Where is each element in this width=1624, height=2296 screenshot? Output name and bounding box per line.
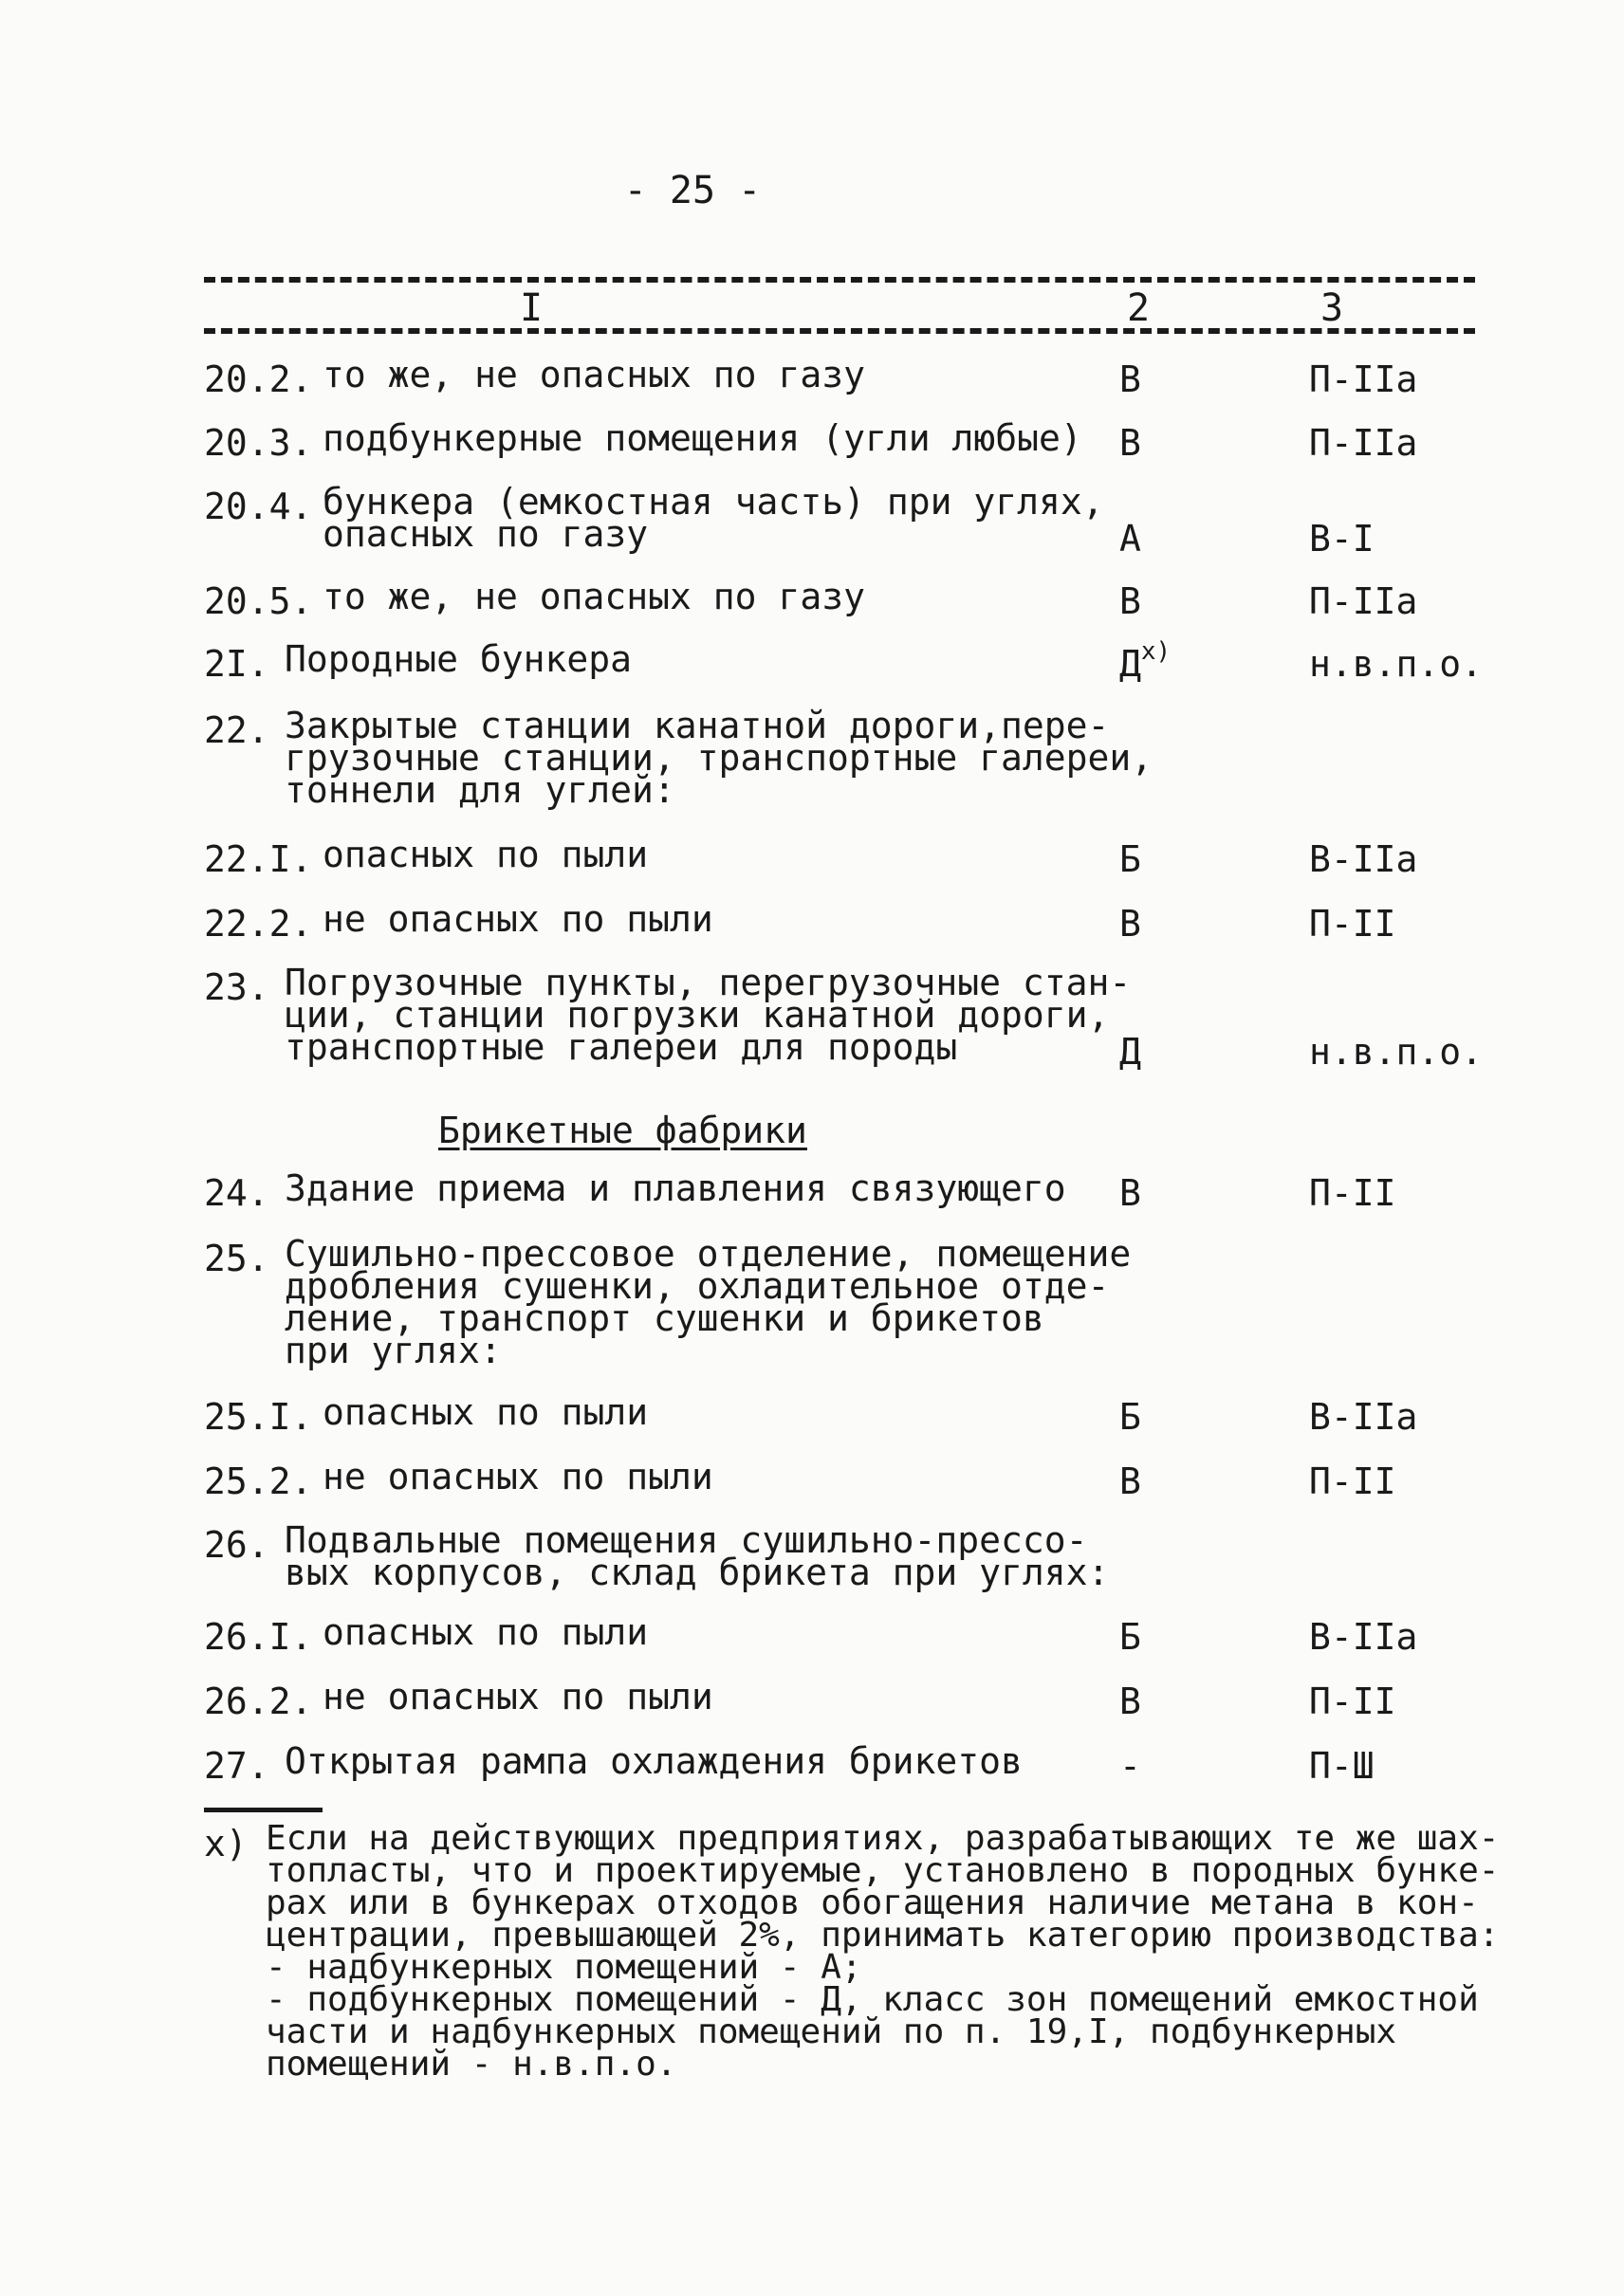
row-description-line: Подвальные помещения сушильно-прессо- bbox=[285, 1519, 1088, 1561]
row-description bbox=[323, 481, 1104, 555]
row-zone-class: В-I bbox=[1309, 518, 1375, 560]
row-number: 27. bbox=[204, 1745, 269, 1787]
row-category: - bbox=[1119, 1745, 1141, 1787]
row-description bbox=[285, 1233, 1132, 1371]
row-description-line: дробления сушенки, охладительное отде- bbox=[285, 1265, 1110, 1307]
row-description-line: при углях: bbox=[285, 1330, 502, 1371]
row-number: 2I. bbox=[204, 643, 269, 685]
row-category: $Д^{x)}$ bbox=[1119, 637, 1172, 685]
row-number: 25.I. bbox=[204, 1396, 313, 1438]
row-number: 20.5. bbox=[204, 580, 313, 622]
row-number: 22.2. bbox=[204, 903, 313, 945]
footnote-mark: х) bbox=[204, 1823, 248, 1864]
row-category: В bbox=[1119, 422, 1141, 464]
section-title: Брикетные фабрики bbox=[438, 1110, 807, 1151]
footnote-line: рах или в бункерах отходов обогащения наличие метана в кон- bbox=[266, 1883, 1479, 1922]
row-description-line: Закрытые станции канатной дороги,пере- bbox=[285, 705, 1110, 746]
row-description bbox=[285, 962, 1132, 1068]
row-number: 23. bbox=[204, 966, 269, 1008]
row-description-line: подбункерные помещения (угли любые) bbox=[323, 417, 1082, 459]
footnote-line: - надбункерных помещений - А; bbox=[266, 1948, 862, 1987]
row-description bbox=[323, 576, 865, 617]
row-number: 25.2. bbox=[204, 1460, 313, 1502]
page-number: - 25 - bbox=[623, 169, 762, 212]
column-header-3: 3 bbox=[1320, 286, 1344, 330]
row-description bbox=[285, 1167, 1066, 1209]
row-description bbox=[323, 898, 713, 940]
row-description-line: Сушильно-прессовое отделение, помещение bbox=[285, 1233, 1132, 1275]
row-category: Д bbox=[1119, 1031, 1141, 1073]
row-number: 26. bbox=[204, 1524, 269, 1566]
column-header-2: 2 bbox=[1127, 286, 1151, 330]
row-zone-class: П-IIа bbox=[1309, 580, 1418, 622]
row-description-line: не опасных по пыли bbox=[323, 1456, 713, 1497]
row-category: В bbox=[1119, 358, 1141, 400]
table-header-rule-bottom bbox=[204, 328, 1475, 334]
row-zone-class: В-IIа bbox=[1309, 1396, 1418, 1438]
column-header-1: I bbox=[520, 286, 544, 330]
row-zone-class: н.в.п.о. bbox=[1309, 1031, 1484, 1073]
row-description-line: тоннели для углей: bbox=[285, 769, 675, 811]
row-description-line: не опасных по пыли bbox=[323, 1676, 713, 1717]
row-description-line: опасных по газу bbox=[323, 513, 649, 555]
footnote-line: - подбункерных помещений - Д, класс зон помещений емкостной bbox=[266, 1980, 1479, 2019]
row-description-line: Породные бункера bbox=[285, 638, 633, 680]
row-description bbox=[323, 1611, 649, 1653]
row-description-line: то же, не опасных по газу bbox=[323, 354, 865, 395]
row-description bbox=[285, 705, 1153, 811]
row-description-line: грузочные станции, транспортные галереи, bbox=[285, 737, 1153, 779]
row-number: 20.2. bbox=[204, 358, 313, 400]
row-number: 22. bbox=[204, 709, 269, 751]
row-description-line: бункера (емкостная часть) при углях, bbox=[323, 481, 1104, 523]
row-number: 24. bbox=[204, 1172, 269, 1214]
row-number: 20.4. bbox=[204, 486, 313, 527]
footnote-line: центрации, превышающей 2%, принимать категорию производства: bbox=[266, 1916, 1500, 1955]
table-header-rule-top bbox=[204, 277, 1475, 283]
row-description-line: ление, транспорт сушенки и брикетов bbox=[285, 1297, 1044, 1339]
footnote-line: помещений - н.в.п.о. bbox=[266, 2045, 677, 2084]
row-number: 25. bbox=[204, 1238, 269, 1279]
row-description-line: то же, не опасных по газу bbox=[323, 576, 865, 617]
row-zone-class: П-IIа bbox=[1309, 422, 1418, 464]
row-category: Б bbox=[1119, 1396, 1141, 1438]
row-zone-class: П-II bbox=[1309, 1460, 1396, 1502]
row-number: 22.I. bbox=[204, 838, 313, 880]
row-number: 26.I. bbox=[204, 1616, 313, 1658]
row-category: Б bbox=[1119, 838, 1141, 880]
row-category: А bbox=[1119, 518, 1141, 560]
row-zone-class: В-IIа bbox=[1309, 1616, 1418, 1658]
row-description bbox=[323, 417, 1082, 459]
row-category: В bbox=[1119, 903, 1141, 945]
row-description bbox=[285, 1519, 1110, 1593]
row-description-line: не опасных по пыли bbox=[323, 898, 713, 940]
row-category: Б bbox=[1119, 1616, 1141, 1658]
row-description-line: ции, станции погрузки канатной дороги, bbox=[285, 994, 1110, 1036]
row-category: В bbox=[1119, 580, 1141, 622]
row-zone-class: В-IIа bbox=[1309, 838, 1418, 880]
row-category: В bbox=[1119, 1172, 1141, 1214]
footnote-reference: x) bbox=[1140, 637, 1172, 666]
row-description-line: опасных по пыли bbox=[323, 1611, 649, 1653]
row-description-line: Здание приема и плавления связующего bbox=[285, 1167, 1066, 1209]
row-description-line: Открытая рампа охлаждения брикетов bbox=[285, 1740, 1023, 1782]
row-description bbox=[285, 1740, 1023, 1782]
row-zone-class: П-IIа bbox=[1309, 358, 1418, 400]
row-zone-class: П-II bbox=[1309, 1172, 1396, 1214]
row-number: 26.2. bbox=[204, 1681, 313, 1722]
row-category: В bbox=[1119, 1681, 1141, 1722]
row-description bbox=[285, 638, 633, 680]
row-description-line: Погрузочные пункты, перегрузочные стан- bbox=[285, 962, 1132, 1003]
row-description-line: опасных по пыли bbox=[323, 1391, 649, 1433]
row-description bbox=[323, 1456, 713, 1497]
row-description bbox=[323, 834, 649, 875]
row-zone-class: П-II bbox=[1309, 1681, 1396, 1722]
row-zone-class: П-Ш bbox=[1309, 1745, 1375, 1787]
row-category: В bbox=[1119, 1460, 1141, 1502]
row-zone-class: П-II bbox=[1309, 903, 1396, 945]
row-zone-class: н.в.п.о. bbox=[1309, 643, 1484, 685]
row-description-line: опасных по пыли bbox=[323, 834, 649, 875]
footnote-line: топласты, что и проектируемые, установлено в породных бунке- bbox=[266, 1851, 1500, 1890]
row-description-line: транспортные галереи для породы bbox=[285, 1026, 958, 1068]
footnote-rule bbox=[204, 1808, 323, 1812]
footnote-line: части и надбункерных помещений по п. 19,I, подбункерных bbox=[266, 2012, 1397, 2051]
row-description bbox=[323, 1676, 713, 1717]
row-description-line: вых корпусов, склад брикета при углях: bbox=[285, 1552, 1110, 1593]
row-description bbox=[323, 1391, 649, 1433]
footnote-line: Если на действующих предприятиях, разрабатывающих те же шах- bbox=[266, 1819, 1500, 1858]
row-description bbox=[323, 354, 865, 395]
row-number: 20.3. bbox=[204, 422, 313, 464]
